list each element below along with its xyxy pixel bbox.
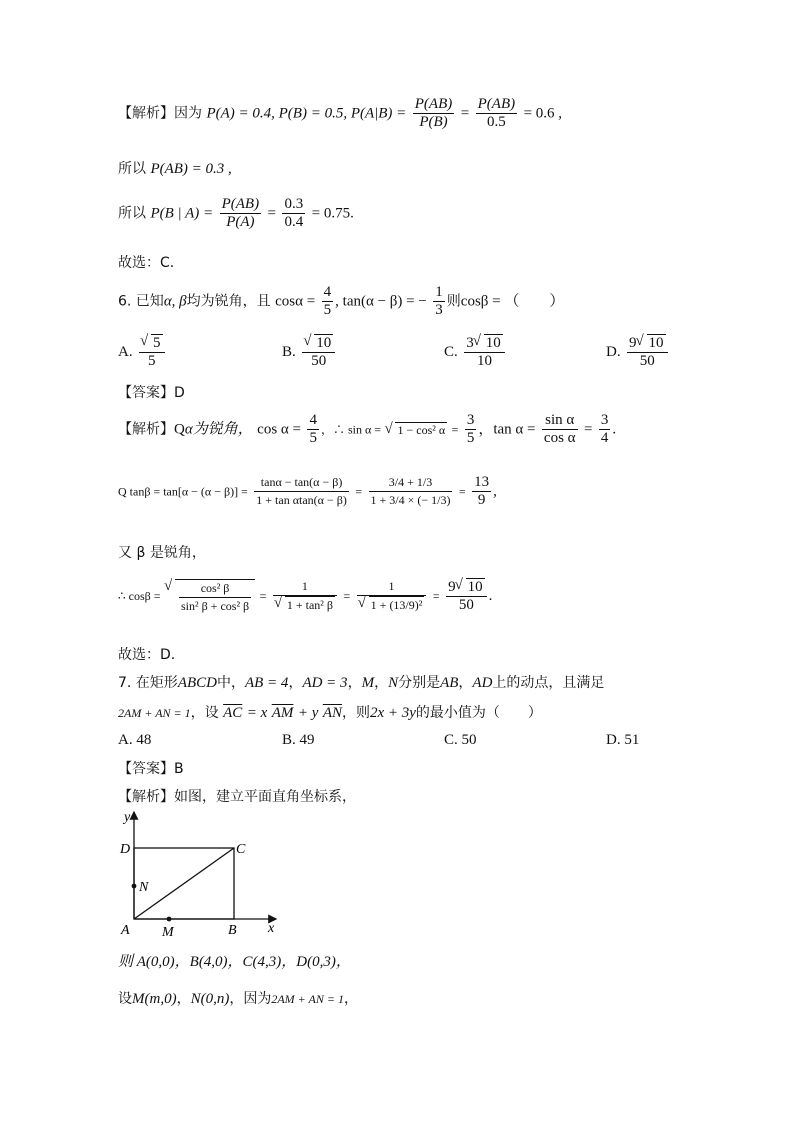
punct: ，: [374, 675, 389, 691]
math-expr: P(B | A) =: [150, 205, 214, 222]
q7-option-a[interactable]: A. 48: [118, 732, 152, 748]
fraction: 1 √ 1 + (13/9)²: [357, 578, 427, 614]
label-n: N: [139, 880, 149, 895]
math-expr: 2x + 3y: [369, 705, 416, 721]
q7-last-line: [118, 988, 358, 1008]
math-expr: 2AM + AN = 1: [271, 992, 344, 1006]
option-label: A.: [118, 344, 133, 360]
label-d: D: [120, 842, 131, 857]
q7-sol-head: 【解析】如图，建立平面直角坐标系，: [118, 789, 356, 805]
fraction: √ $\frac{5}{5}$: [139, 334, 165, 370]
math-expr: N: [388, 675, 399, 691]
math-expr: M: [361, 675, 375, 691]
math-expr: , tan(α − β) = −: [335, 293, 427, 310]
label-b: B: [228, 923, 237, 938]
fraction: $\frac{1}{3}$: [435, 284, 443, 318]
fraction: $\frac{0.3}{0.4}$: [284, 196, 304, 230]
q6-option-a[interactable]: [118, 334, 167, 370]
fraction: $\frac{\tan\alpha - \tan(\alpha - \beta)}{\text{1 + tan αtan(α − β)}}$: [256, 475, 347, 507]
q6-sol-line1: [118, 412, 616, 447]
math-expr: AD: [472, 675, 493, 691]
solution-label: 【解析】: [118, 421, 174, 438]
fraction: $\frac{9 √ 10}{50}$: [627, 334, 668, 370]
equals-sign: =: [355, 484, 363, 499]
fraction: $\frac{P(AB)}{0.5}$: [477, 96, 516, 130]
label-a: A: [121, 923, 130, 938]
math-expr: 2AM + AN = 1: [118, 706, 191, 720]
coordinate-figure: [112, 808, 292, 940]
equals-sign: =: [460, 105, 470, 122]
fraction: $\frac{P(AB)}{P(A)}$: [221, 196, 260, 230]
equals-sign: =: [458, 484, 466, 499]
equals-sign: =: [583, 421, 593, 438]
question-text: 均为锐角，且: [186, 293, 271, 310]
vector-ac: $\overline{AC}$: [223, 705, 243, 721]
diagonal-ac: [134, 848, 234, 919]
q6-answer: 【答案】D: [118, 385, 185, 401]
equals-sign: =: [259, 589, 267, 603]
glyph-q: Q: [174, 421, 185, 438]
fraction: $\frac{3 √ 10}{10}$: [464, 334, 505, 370]
question-text: ，设: [190, 705, 219, 721]
point-m: [167, 917, 172, 922]
q7-option-b[interactable]: B. 49: [282, 732, 315, 748]
label-c: C: [236, 842, 246, 857]
question-text: 的最小值为（ ）: [415, 705, 542, 721]
fraction: 1 √ 1 + tan² β: [273, 578, 337, 614]
q6-sol-line4: [118, 578, 492, 615]
punct: ，: [176, 991, 191, 1007]
period: .: [488, 588, 493, 604]
question-number: 6. 已知: [118, 293, 164, 310]
punct: ，: [288, 675, 303, 691]
math-expr: ，∴ sin α =: [320, 422, 382, 437]
q6-sol-line2: [118, 474, 497, 509]
period: .: [612, 421, 617, 438]
option-label: D.: [606, 344, 621, 360]
equals-sign: =: [343, 589, 351, 603]
q6-stem: [118, 284, 564, 319]
vector-an: $\overline{AN}$: [322, 705, 342, 721]
q7-coords: [118, 950, 351, 971]
solution-label: 【解析】因为: [118, 105, 202, 122]
question-number: 7. 在矩形: [118, 675, 178, 691]
q7-stem-line2: [118, 702, 542, 722]
fraction: $\frac{4}{5}$: [309, 412, 317, 446]
q6-option-b[interactable]: [282, 334, 337, 370]
label-x: x: [268, 921, 275, 936]
math-expr: cosα =: [275, 293, 316, 310]
equals-sign: =: [451, 422, 459, 437]
q6-choice: 故选：D.: [118, 647, 176, 663]
math-expr: ，tan α =: [478, 421, 536, 438]
question-text: ，因为: [229, 991, 272, 1007]
question-text: 则: [446, 293, 461, 310]
result-value: = 0.6 ,: [523, 105, 563, 122]
probability-expr: P(A) = 0.4, P(B) = 0.5, P(A|B) =: [206, 105, 407, 122]
text-so: 所以: [118, 205, 146, 222]
question-text: ，则: [341, 705, 370, 721]
label-m: M: [162, 925, 174, 940]
fraction: $\frac{9 √ 10}{50}$: [446, 578, 487, 614]
math-expr: P(AB) = 0.3 ,: [150, 161, 232, 177]
math-expr: AB: [440, 675, 459, 691]
point-n: [132, 884, 137, 889]
q6-sol-line3: 又 β 是锐角，: [118, 545, 206, 561]
equals-sign: =: [432, 589, 440, 603]
math-expr: AD = 3: [302, 675, 348, 691]
math-expr: M(m,0): [132, 991, 177, 1007]
math-expr: ABCD: [177, 675, 217, 691]
equals-sign: =: [267, 205, 277, 222]
label-y: y: [124, 810, 131, 825]
math-expr: Q tanβ = tan[α − (α − β)] =: [118, 484, 248, 499]
math-expr: ∴ cosβ =: [118, 589, 161, 603]
fraction: $\frac{P(AB)}{P(B)}$: [414, 96, 453, 130]
math-expr: AB = 4: [244, 675, 289, 691]
question-text: 分别是: [398, 675, 441, 691]
block1-line3: [118, 196, 354, 231]
math-expr: α, β: [163, 293, 187, 310]
result-value: = 0.75.: [311, 205, 354, 222]
q7-stem-line1: [118, 672, 604, 692]
question-text: 中，: [216, 675, 245, 691]
punct: ，: [347, 675, 362, 691]
math-expr: cosβ = （ ）: [460, 293, 565, 310]
fraction: $\frac{3}{5}$: [466, 412, 475, 446]
sqrt-expr: [165, 579, 255, 615]
block1-choice: 故选：C.: [118, 255, 175, 271]
q7-answer: 【答案】B: [118, 761, 184, 777]
block1-line2: [118, 158, 232, 178]
option-label: C.: [444, 344, 458, 360]
fraction: $\frac{3/4 + 1/3}{1 + 3/4 \times (- 1/3)}$: [370, 475, 451, 507]
sqrt-expr: √ 1 − cos² α: [385, 422, 447, 438]
text-so: 所以: [118, 161, 146, 177]
fraction: $\frac{13}{9}$: [474, 474, 490, 508]
question-text: 上的动点，且满足: [492, 675, 605, 691]
fraction: $\frac{4}{5}$: [323, 284, 332, 318]
question-text: 设: [118, 991, 132, 1007]
math-expr: α为锐角，: [184, 421, 253, 438]
option-label: B.: [282, 344, 296, 360]
math-expr: = x: [246, 705, 268, 721]
math-expr: N(0,n): [190, 991, 230, 1007]
punct: ，: [458, 675, 473, 691]
math-expr: + y: [297, 705, 319, 721]
q7-option-c[interactable]: C. 50: [444, 732, 477, 748]
fraction: $\frac{\text{sin α}}{\text{cos α}}$: [543, 412, 576, 446]
fraction: $\frac{3}{4}$: [600, 412, 609, 446]
math-expr: cos α =: [257, 421, 301, 438]
q6-option-c[interactable]: [444, 334, 507, 370]
vector-am: $\overline{AM}$: [271, 705, 294, 721]
fraction: √ $\frac{10}{50}$: [302, 334, 335, 370]
q6-option-d[interactable]: [606, 334, 670, 370]
q7-option-d[interactable]: D. 51: [606, 732, 640, 748]
comma: ,: [493, 483, 497, 500]
punct: ，: [343, 991, 358, 1007]
fraction: √ $\frac{\text{cos² β}}{\text{sin² β + cos² β}}$: [180, 580, 250, 613]
block1-line1: [118, 96, 562, 131]
coordinates-text: 则 A(0,0)，B(4,0)，C(4,3)，D(0,3)，: [118, 954, 351, 970]
